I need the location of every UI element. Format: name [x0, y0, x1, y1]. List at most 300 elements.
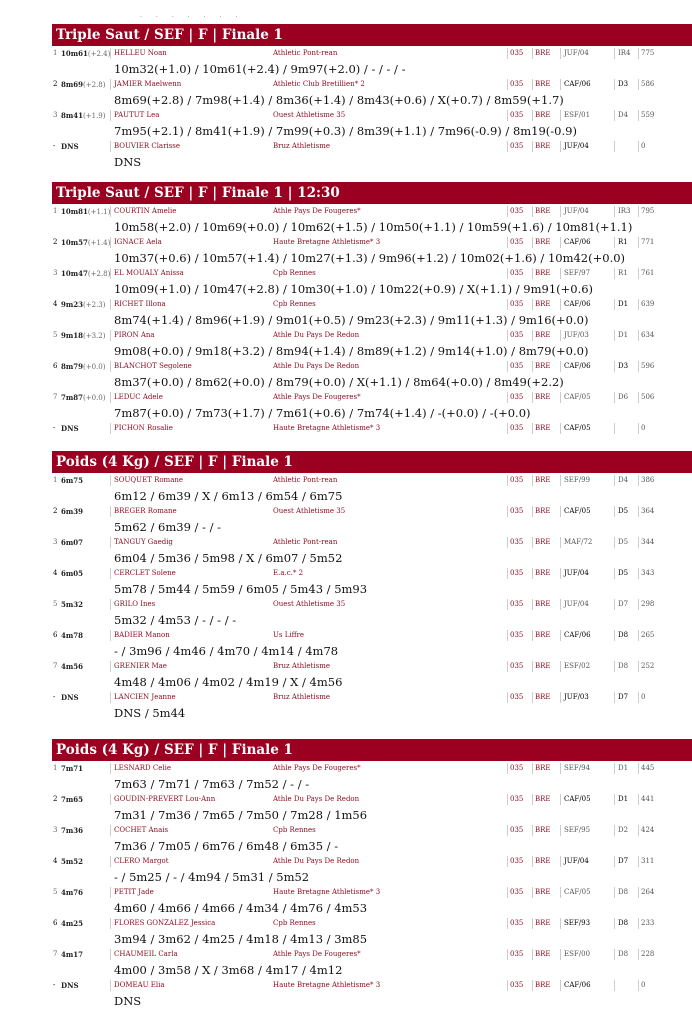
column-divider [614, 48, 615, 59]
column-divider [560, 825, 561, 836]
column-divider [110, 110, 111, 121]
athlete-name: HELLEU Noan [114, 49, 167, 57]
points-cell: 364 [641, 507, 655, 515]
column-divider [507, 856, 508, 867]
club-name: Haute Bretagne Athletisme* 3 [273, 424, 381, 432]
region-code: BRE [535, 300, 551, 308]
level-cell: D3 [618, 362, 629, 370]
level-cell: IR4 [618, 49, 631, 57]
column-divider [110, 918, 111, 929]
column-divider [507, 48, 508, 59]
wind-reading: (+2.8) [87, 270, 111, 278]
column-divider [638, 918, 639, 929]
points-cell: 506 [641, 393, 655, 401]
department-code: 035 [510, 393, 524, 401]
best-performance: 10m47 [61, 269, 88, 278]
column-divider [507, 206, 508, 217]
results-section [52, 24, 692, 170]
rank-cell: 5 [53, 888, 58, 896]
region-code: BRE [535, 950, 551, 958]
column-divider [110, 506, 111, 517]
column-divider [507, 599, 508, 610]
performance-cell [61, 504, 83, 520]
column-divider [110, 980, 111, 991]
attempts-series: 7m36 / 7m05 / 6m76 / 6m48 / 6m35 / - [114, 839, 339, 853]
column-divider [532, 661, 533, 672]
column-divider [507, 825, 508, 836]
performance-cell [61, 473, 83, 489]
performance-cell [61, 77, 106, 93]
column-divider [638, 141, 639, 152]
result-row [52, 690, 692, 705]
result-row [52, 421, 692, 436]
column-divider [638, 537, 639, 548]
region-code: BRE [535, 207, 551, 215]
athlete-name: FLORES GONZALEZ Jessica [114, 919, 216, 927]
club-name: Haute Bretagne Athletisme* 3 [273, 238, 381, 246]
club-name: Haute Bretagne Athletisme* 3 [273, 981, 381, 989]
column-divider [614, 299, 615, 310]
column-divider [532, 48, 533, 59]
region-code: BRE [535, 269, 551, 277]
rank-cell: 3 [53, 111, 58, 119]
best-performance: 7m71 [61, 764, 84, 773]
column-divider [532, 630, 533, 641]
column-divider [638, 887, 639, 898]
department-code: 035 [510, 600, 524, 608]
result-row [52, 297, 692, 312]
column-divider [507, 141, 508, 152]
column-divider [110, 48, 111, 59]
performance-cell [61, 566, 83, 582]
athlete-name: GRILO Ines [114, 600, 156, 608]
region-code: BRE [535, 80, 551, 88]
department-code: 035 [510, 795, 524, 803]
performance-cell [61, 792, 83, 808]
level-cell: D3 [618, 80, 629, 88]
performance-cell [61, 535, 83, 551]
athlete-name: CHAUMEIL Carla [114, 950, 178, 958]
column-divider [507, 506, 508, 517]
attempts-series: 3m94 / 3m62 / 4m25 / 4m18 / 4m13 / 3m85 [114, 932, 368, 946]
column-divider [638, 763, 639, 774]
rank-cell: - [53, 424, 56, 432]
club-name: Athle Pays De Fougeres* [273, 764, 361, 772]
column-divider [532, 423, 533, 434]
column-divider [638, 392, 639, 403]
attempts-series: 4m00 / 3m58 / X / 3m68 / 4m17 / 4m12 [114, 963, 343, 977]
performance-cell [61, 854, 83, 870]
department-code: 035 [510, 888, 524, 896]
result-row [52, 504, 692, 519]
column-divider [110, 949, 111, 960]
rank-cell: 6 [53, 631, 58, 639]
category-cell: SEF/94 [564, 764, 591, 772]
level-cell: D6 [618, 393, 629, 401]
result-row [52, 204, 692, 219]
athlete-name: BOUVIER Clarisse [114, 142, 181, 150]
top-edge-dots: ······· [140, 14, 252, 21]
athlete-name: GRENIER Mae [114, 662, 167, 670]
club-name: Athle Pays De Fougeres* [273, 950, 361, 958]
category-cell: CAF/06 [564, 80, 591, 88]
level-cell: D8 [618, 919, 629, 927]
column-divider [110, 268, 111, 279]
athlete-name: LESNARD Celie [114, 764, 171, 772]
club-name: Ouest Athletisme 35 [273, 600, 346, 608]
best-performance: 10m81 [61, 207, 88, 216]
result-row [52, 108, 692, 123]
wind-reading: (+1.1) [87, 208, 111, 216]
department-code: 035 [510, 919, 524, 927]
performance-cell [61, 235, 110, 251]
rank-cell: 7 [53, 950, 58, 958]
rank-cell: 4 [53, 300, 58, 308]
column-divider [638, 794, 639, 805]
athlete-name: GOUDIN-PREVERT Lou-Ann [114, 795, 216, 803]
column-divider [614, 980, 615, 991]
attempts-series: 4m60 / 4m66 / 4m66 / 4m34 / 4m76 / 4m53 [114, 901, 368, 915]
performance-cell [61, 823, 83, 839]
column-divider [614, 763, 615, 774]
column-divider [638, 568, 639, 579]
attempts-series: 10m32(+1.0) / 10m61(+2.4) / 9m97(+2.0) / - / - / - [114, 62, 406, 76]
club-name: Athle Du Pays De Redon [273, 857, 360, 865]
column-divider [110, 692, 111, 703]
category-cell: JUF/04 [564, 207, 589, 215]
column-divider [638, 361, 639, 372]
column-divider [560, 692, 561, 703]
region-code: BRE [535, 826, 551, 834]
column-divider [560, 141, 561, 152]
points-cell: 596 [641, 362, 655, 370]
performance-cell [61, 885, 83, 901]
club-name: Bruz Athletisme [273, 693, 330, 701]
section-title: Triple Saut / SEF | F | Finale 1 | 12:30 [52, 182, 692, 204]
result-row [52, 390, 692, 405]
category-cell: JUF/03 [564, 693, 589, 701]
points-cell: 228 [641, 950, 655, 958]
result-row [52, 628, 692, 643]
points-cell: 0 [641, 693, 646, 701]
column-divider [638, 237, 639, 248]
department-code: 035 [510, 507, 524, 515]
column-divider [532, 361, 533, 372]
column-divider [507, 537, 508, 548]
column-divider [614, 630, 615, 641]
athlete-name: DOMEAU Elia [114, 981, 165, 989]
column-divider [507, 392, 508, 403]
performance-cell [61, 204, 110, 220]
level-cell: D1 [618, 300, 629, 308]
level-cell: D7 [618, 693, 629, 701]
points-cell: 559 [641, 111, 655, 119]
points-cell: 771 [641, 238, 655, 246]
attempts-series: - / 5m25 / - / 4m94 / 5m31 / 5m52 [114, 870, 310, 884]
column-divider [638, 475, 639, 486]
rank-cell: 5 [53, 331, 58, 339]
column-divider [614, 794, 615, 805]
results-section [52, 451, 692, 721]
column-divider [614, 692, 615, 703]
column-divider [110, 206, 111, 217]
attempts-series: 10m09(+1.0) / 10m47(+2.8) / 10m30(+1.0) / 10m22(+0.9) / X(+1.1) / 9m91(+0.6) [114, 282, 594, 296]
column-divider [614, 825, 615, 836]
athlete-name: TANGUY Gaedig [114, 538, 173, 546]
result-row [52, 77, 692, 92]
level-cell: D7 [618, 857, 629, 865]
club-name: Bruz Athletisme [273, 142, 330, 150]
result-row [52, 235, 692, 250]
category-cell: MAF/72 [564, 538, 593, 546]
athlete-name: PIRON Ana [114, 331, 155, 339]
department-code: 035 [510, 142, 524, 150]
column-divider [560, 630, 561, 641]
column-divider [614, 110, 615, 121]
best-performance: 5m52 [61, 857, 84, 866]
department-code: 035 [510, 300, 524, 308]
level-cell: D5 [618, 507, 629, 515]
region-code: BRE [535, 538, 551, 546]
level-cell: IR3 [618, 207, 631, 215]
level-cell: D4 [618, 111, 629, 119]
best-performance: 7m65 [61, 795, 84, 804]
column-divider [532, 392, 533, 403]
club-name: Athle Du Pays De Redon [273, 795, 360, 803]
column-divider [532, 918, 533, 929]
rank-cell: - [53, 142, 56, 150]
column-divider [507, 475, 508, 486]
rank-cell: - [53, 981, 56, 989]
column-divider [507, 299, 508, 310]
performance-cell [61, 659, 83, 675]
points-cell: 639 [641, 300, 655, 308]
level-cell: D1 [618, 764, 629, 772]
attempts-series: 7m87(+0.0) / 7m73(+1.7) / 7m61(+0.6) / 7m74(+1.4) / -(+0.0) / -(+0.0) [114, 406, 531, 420]
athlete-name: PETIT Jade [114, 888, 154, 896]
wind-reading: (+0.0) [83, 394, 106, 402]
column-divider [560, 206, 561, 217]
points-cell: 441 [641, 795, 655, 803]
attempts-series: 9m08(+0.0) / 9m18(+3.2) / 8m94(+1.4) / 8m89(+1.2) / 9m14(+1.0) / 8m79(+0.0) [114, 344, 589, 358]
department-code: 035 [510, 111, 524, 119]
category-cell: CAF/06 [564, 631, 591, 639]
category-cell: CAF/05 [564, 424, 591, 432]
column-divider [507, 268, 508, 279]
column-divider [560, 237, 561, 248]
attempts-series: 8m74(+1.4) / 8m96(+1.9) / 9m01(+0.5) / 9m23(+2.3) / 9m11(+1.3) / 9m16(+0.0) [114, 313, 589, 327]
column-divider [560, 423, 561, 434]
attempts-series: 7m95(+2.1) / 8m41(+1.9) / 7m99(+0.3) / 8m39(+1.1) / 7m96(-0.9) / 8m19(-0.9) [114, 124, 577, 138]
category-cell: JUF/04 [564, 857, 589, 865]
column-divider [560, 475, 561, 486]
level-cell: R1 [618, 269, 628, 277]
region-code: BRE [535, 795, 551, 803]
category-cell: JUF/03 [564, 331, 589, 339]
performance-cell [61, 947, 83, 963]
column-divider [614, 887, 615, 898]
column-divider [532, 268, 533, 279]
column-divider [532, 825, 533, 836]
club-name: Cpb Rennes [273, 300, 316, 308]
result-row [52, 823, 692, 838]
section-title: Poids (4 Kg) / SEF | F | Finale 1 [52, 451, 692, 473]
column-divider [560, 330, 561, 341]
points-cell: 343 [641, 569, 655, 577]
level-cell: D2 [618, 826, 629, 834]
rank-cell: 3 [53, 826, 58, 834]
club-name: Athle Pays De Fougeres* [273, 393, 361, 401]
rank-cell: 1 [53, 764, 58, 772]
department-code: 035 [510, 950, 524, 958]
department-code: 035 [510, 569, 524, 577]
region-code: BRE [535, 764, 551, 772]
column-divider [560, 599, 561, 610]
column-divider [110, 794, 111, 805]
column-divider [638, 206, 639, 217]
column-divider [532, 692, 533, 703]
attempts-series: - / 3m96 / 4m46 / 4m70 / 4m14 / 4m78 [114, 644, 339, 658]
column-divider [638, 423, 639, 434]
performance-cell [61, 628, 83, 644]
column-divider [507, 423, 508, 434]
attempts-series: 7m63 / 7m71 / 7m63 / 7m52 / - / - [114, 777, 310, 791]
athlete-name: EL MOUALY Anissa [114, 269, 184, 277]
column-divider [614, 506, 615, 517]
best-performance: 6m05 [61, 569, 84, 578]
athlete-name: PAUTUT Lea [114, 111, 160, 119]
column-divider [507, 887, 508, 898]
column-divider [110, 423, 111, 434]
club-name: Athle Pays De Fougeres* [273, 207, 361, 215]
column-divider [614, 537, 615, 548]
column-divider [638, 661, 639, 672]
attempts-series: 5m32 / 4m53 / - / - / - [114, 613, 237, 627]
department-code: 035 [510, 424, 524, 432]
points-cell: 775 [641, 49, 655, 57]
column-divider [532, 475, 533, 486]
department-code: 035 [510, 331, 524, 339]
department-code: 035 [510, 476, 524, 484]
wind-reading: (+3.2) [83, 332, 106, 340]
attempts-series: 7m31 / 7m36 / 7m65 / 7m50 / 7m28 / 1m56 [114, 808, 368, 822]
column-divider [560, 763, 561, 774]
wind-reading: (+2.3) [83, 301, 106, 309]
category-cell: CAF/05 [564, 507, 591, 515]
club-name: Cpb Rennes [273, 269, 316, 277]
column-divider [532, 299, 533, 310]
best-performance: 8m79 [61, 362, 84, 371]
column-divider [507, 949, 508, 960]
column-divider [614, 661, 615, 672]
region-code: BRE [535, 331, 551, 339]
column-divider [560, 918, 561, 929]
best-performance: 6m07 [61, 538, 84, 547]
club-name: Athletic Pont-rean [273, 49, 338, 57]
region-code: BRE [535, 600, 551, 608]
athlete-name: BLANCHOT Segolene [114, 362, 192, 370]
attempts-series: 5m62 / 6m39 / - / - [114, 520, 222, 534]
result-row [52, 885, 692, 900]
points-cell: 424 [641, 826, 655, 834]
best-performance: 6m39 [61, 507, 84, 516]
club-name: E.a.c.* 2 [273, 569, 304, 577]
club-name: Athle Du Pays De Redon [273, 362, 360, 370]
best-performance: 9m23 [61, 300, 84, 309]
column-divider [532, 568, 533, 579]
column-divider [507, 692, 508, 703]
attempts-series: 10m37(+0.6) / 10m57(+1.4) / 10m27(+1.3) / 9m96(+1.2) / 10m02(+1.6) / 10m42(+0.0) [114, 251, 626, 265]
level-cell: D8 [618, 950, 629, 958]
column-divider [532, 794, 533, 805]
region-code: BRE [535, 507, 551, 515]
best-performance: DNS [61, 142, 79, 151]
column-divider [614, 918, 615, 929]
column-divider [560, 794, 561, 805]
column-divider [507, 630, 508, 641]
column-divider [560, 268, 561, 279]
athlete-name: RICHET Illona [114, 300, 166, 308]
result-row [52, 266, 692, 281]
rank-cell: 2 [53, 507, 58, 515]
result-row [52, 978, 692, 993]
department-code: 035 [510, 981, 524, 989]
result-row [52, 566, 692, 581]
department-code: 035 [510, 538, 524, 546]
performance-cell [61, 390, 106, 406]
attempts-series: 8m37(+0.0) / 8m62(+0.0) / 8m79(+0.0) / X(+1.1) / 8m64(+0.0) / 8m49(+2.2) [114, 375, 564, 389]
region-code: BRE [535, 631, 551, 639]
category-cell: SEF/97 [564, 269, 591, 277]
wind-reading: (+0.0) [83, 363, 106, 371]
column-divider [638, 299, 639, 310]
category-cell: CAF/05 [564, 393, 591, 401]
rank-cell: 7 [53, 393, 58, 401]
column-divider [532, 506, 533, 517]
column-divider [532, 237, 533, 248]
column-divider [560, 537, 561, 548]
rank-cell: 1 [53, 207, 58, 215]
column-divider [614, 361, 615, 372]
category-cell: CAF/05 [564, 795, 591, 803]
athlete-name: CERCLET Solene [114, 569, 176, 577]
column-divider [532, 599, 533, 610]
performance-cell [61, 328, 106, 344]
region-code: BRE [535, 111, 551, 119]
best-performance: 4m76 [61, 888, 84, 897]
column-divider [507, 79, 508, 90]
points-cell: 795 [641, 207, 655, 215]
performance-cell [61, 761, 83, 777]
column-divider [560, 856, 561, 867]
result-row [52, 535, 692, 550]
attempts-series: DNS / 5m44 [114, 706, 186, 720]
region-code: BRE [535, 693, 551, 701]
best-performance: DNS [61, 424, 79, 433]
points-cell: 586 [641, 80, 655, 88]
rank-cell: 5 [53, 600, 58, 608]
club-name: Athletic Pont-rean [273, 538, 338, 546]
column-divider [638, 330, 639, 341]
club-name: Athletic Pont-rean [273, 476, 338, 484]
column-divider [614, 268, 615, 279]
level-cell: D8 [618, 662, 629, 670]
column-divider [614, 949, 615, 960]
column-divider [560, 48, 561, 59]
points-cell: 0 [641, 142, 646, 150]
best-performance: 10m61 [61, 49, 88, 58]
performance-cell [61, 266, 110, 282]
